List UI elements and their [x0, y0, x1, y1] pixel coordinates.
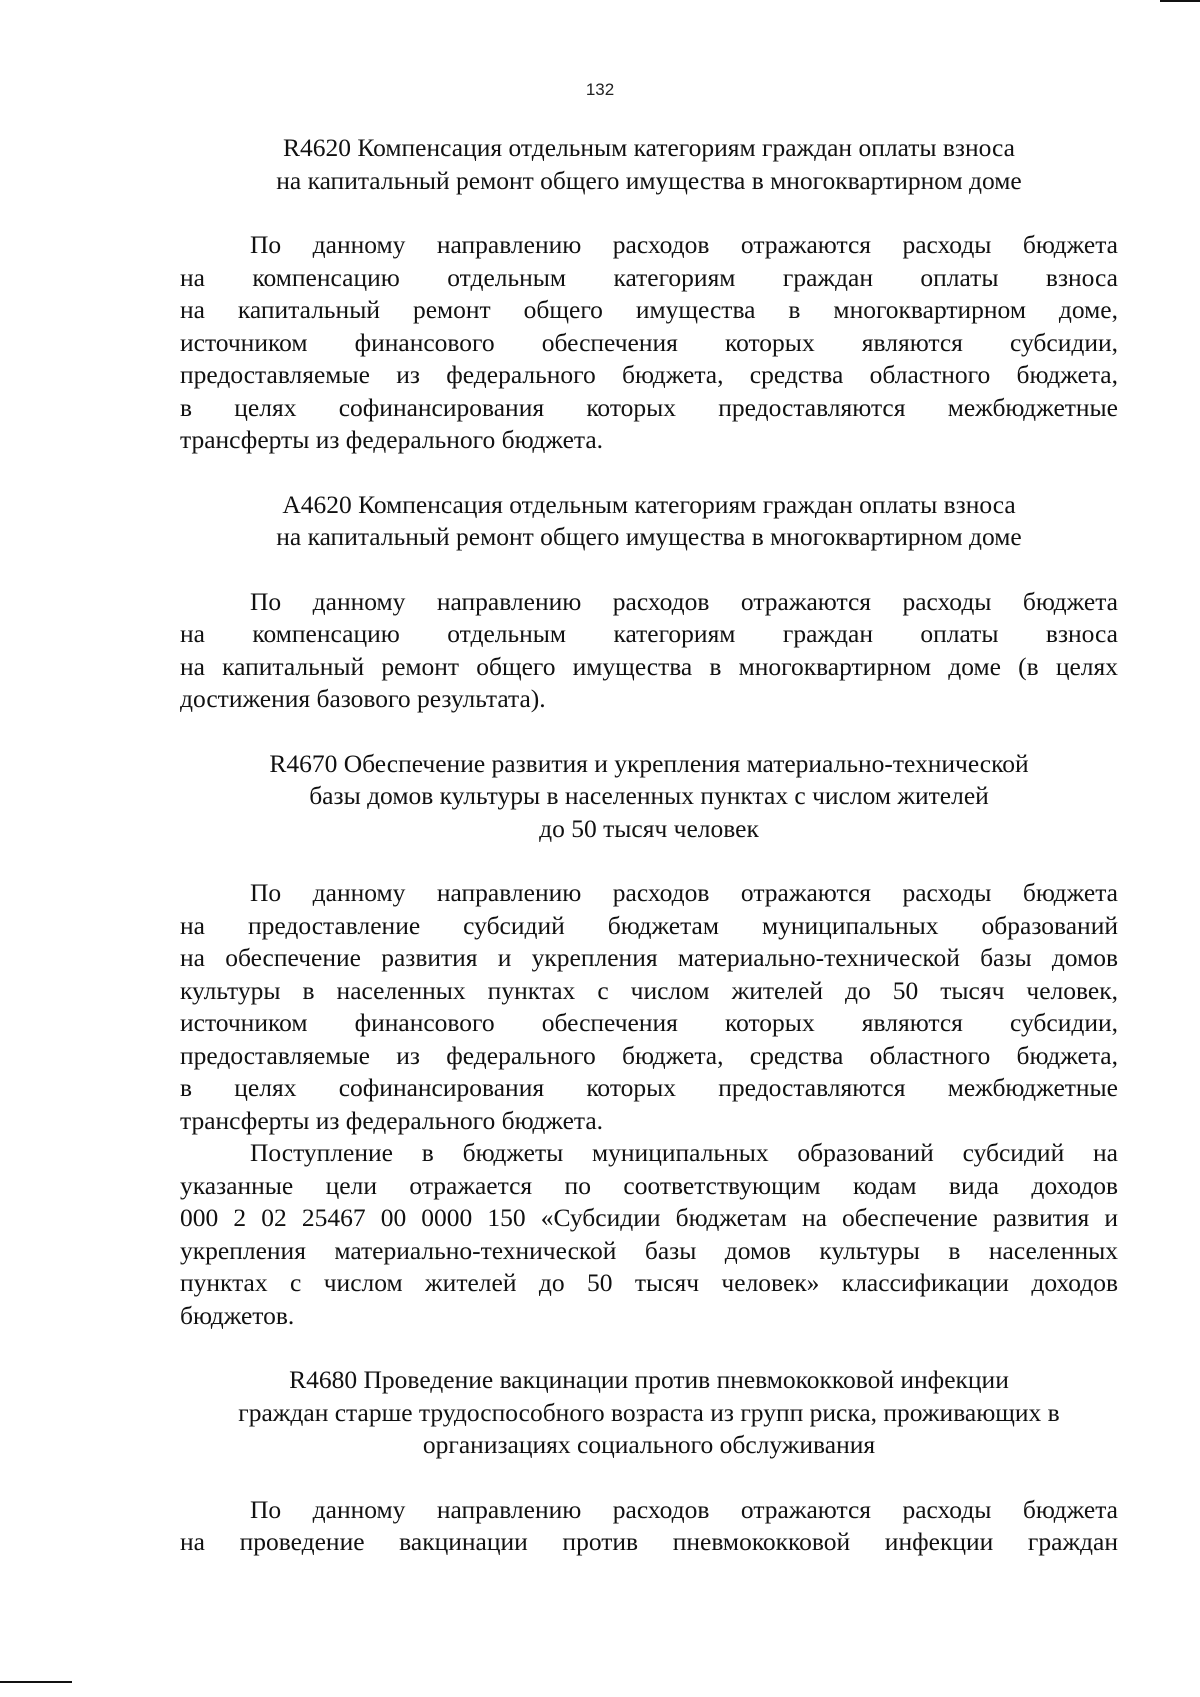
page-edge-mark-top: [1160, 0, 1200, 2]
paragraph-line: источником финансового обеспечения которых являются субсидии,: [180, 1008, 1118, 1037]
heading-line: организациях социального обслуживания: [422, 1430, 876, 1459]
paragraph-line: предоставляемые из федерального бюджета, средства областного бюджета,: [180, 360, 1118, 389]
heading-line: на капитальный ремонт общего имущества в многоквартирном доме: [276, 165, 1022, 195]
section-heading-r4620: [180, 132, 1118, 197]
section-heading-a4620: [180, 489, 1118, 554]
paragraph-line: на предоставление субсидий бюджетам муниципальных образований: [180, 910, 1118, 940]
paragraph: [180, 586, 1118, 716]
heading-line: R4680 Проведение вакцинации против пневмококковой инфекции: [289, 1365, 1009, 1394]
page-number: 132: [585, 80, 615, 99]
paragraph-line: на капитальный ремонт общего имущества в многоквартирном доме,: [180, 295, 1118, 324]
paragraph: [180, 1137, 1118, 1332]
paragraph-line: пунктах с числом жителей до 50 тысяч человек» классификации доходов: [180, 1268, 1118, 1297]
document-body: [180, 132, 1118, 1559]
paragraph-line: Поступление в бюджеты муниципальных образований субсидий на: [250, 1138, 1118, 1167]
paragraph-line: на проведение вакцинации против пневмококковой инфекции граждан: [180, 1527, 1118, 1556]
paragraph-line: По данному направлению расходов отражаются расходы бюджета: [250, 230, 1118, 259]
heading-line: базы домов культуры в населенных пунктах с числом жителей: [309, 781, 989, 810]
paragraph-line: 000 2 02 25467 00 0000 150 «Субсидии бюджетам на обеспечение развития и: [180, 1203, 1118, 1232]
paragraph-line: в целях софинансирования которых предоставляются межбюджетные: [180, 1073, 1118, 1102]
section-heading-r4670: [180, 748, 1118, 846]
paragraph-line: на компенсацию отдельным категориям граждан оплаты взноса: [180, 262, 1118, 292]
paragraph-line: укрепления материально-технической базы домов культуры в населенных: [180, 1235, 1118, 1265]
paragraph: [180, 877, 1118, 1137]
paragraph: [180, 1494, 1118, 1559]
paragraph-line: на обеспечение развития и укрепления материально-технической базы домов: [180, 943, 1118, 972]
paragraph-line: бюджетов.: [180, 1300, 295, 1330]
section-heading-r4680: [180, 1364, 1118, 1462]
paragraph-line: на компенсацию отдельным категориям граждан оплаты взноса: [180, 619, 1118, 648]
page-edge-mark-bottom: [0, 1681, 72, 1683]
paragraph-line: достижения базового результата).: [180, 684, 546, 713]
paragraph-line: По данному направлению расходов отражаются расходы бюджета: [250, 878, 1118, 907]
paragraph-line: трансферты из федерального бюджета.: [180, 1105, 604, 1135]
paragraph-line: источником финансового обеспечения которых являются субсидии,: [180, 327, 1118, 357]
paragraph-line: трансферты из федерального бюджета.: [180, 425, 604, 454]
paragraph: [180, 229, 1118, 457]
paragraph-line: на капитальный ремонт общего имущества в многоквартирном доме (в целях: [180, 651, 1118, 681]
paragraph-line: культуры в населенных пунктах с числом жителей до 50 тысяч человек,: [180, 975, 1118, 1005]
heading-line: R4670 Обеспечение развития и укрепления материально-технической: [269, 748, 1029, 778]
heading-line: граждан старше трудоспособного возраста из групп риска, проживающих в: [238, 1397, 1060, 1427]
heading-line: А4620 Компенсация отдельным категориям граждан оплаты взноса: [282, 489, 1016, 519]
heading-line: на капитальный ремонт общего имущества в многоквартирном доме: [276, 522, 1022, 551]
heading-line: R4620 Компенсация отдельным категориям граждан оплаты взноса: [283, 133, 1015, 162]
paragraph-line: По данному направлению расходов отражаются расходы бюджета: [250, 586, 1118, 616]
paragraph-line: предоставляемые из федерального бюджета, средства областного бюджета,: [180, 1040, 1118, 1070]
paragraph-line: в целях софинансирования которых предоставляются межбюджетные: [180, 392, 1118, 422]
paragraph-line: указанные цели отражается по соответствующим кодам вида доходов: [180, 1170, 1118, 1200]
paragraph-line: По данному направлению расходов отражаются расходы бюджета: [250, 1494, 1118, 1524]
heading-line: до 50 тысяч человек: [539, 813, 759, 843]
